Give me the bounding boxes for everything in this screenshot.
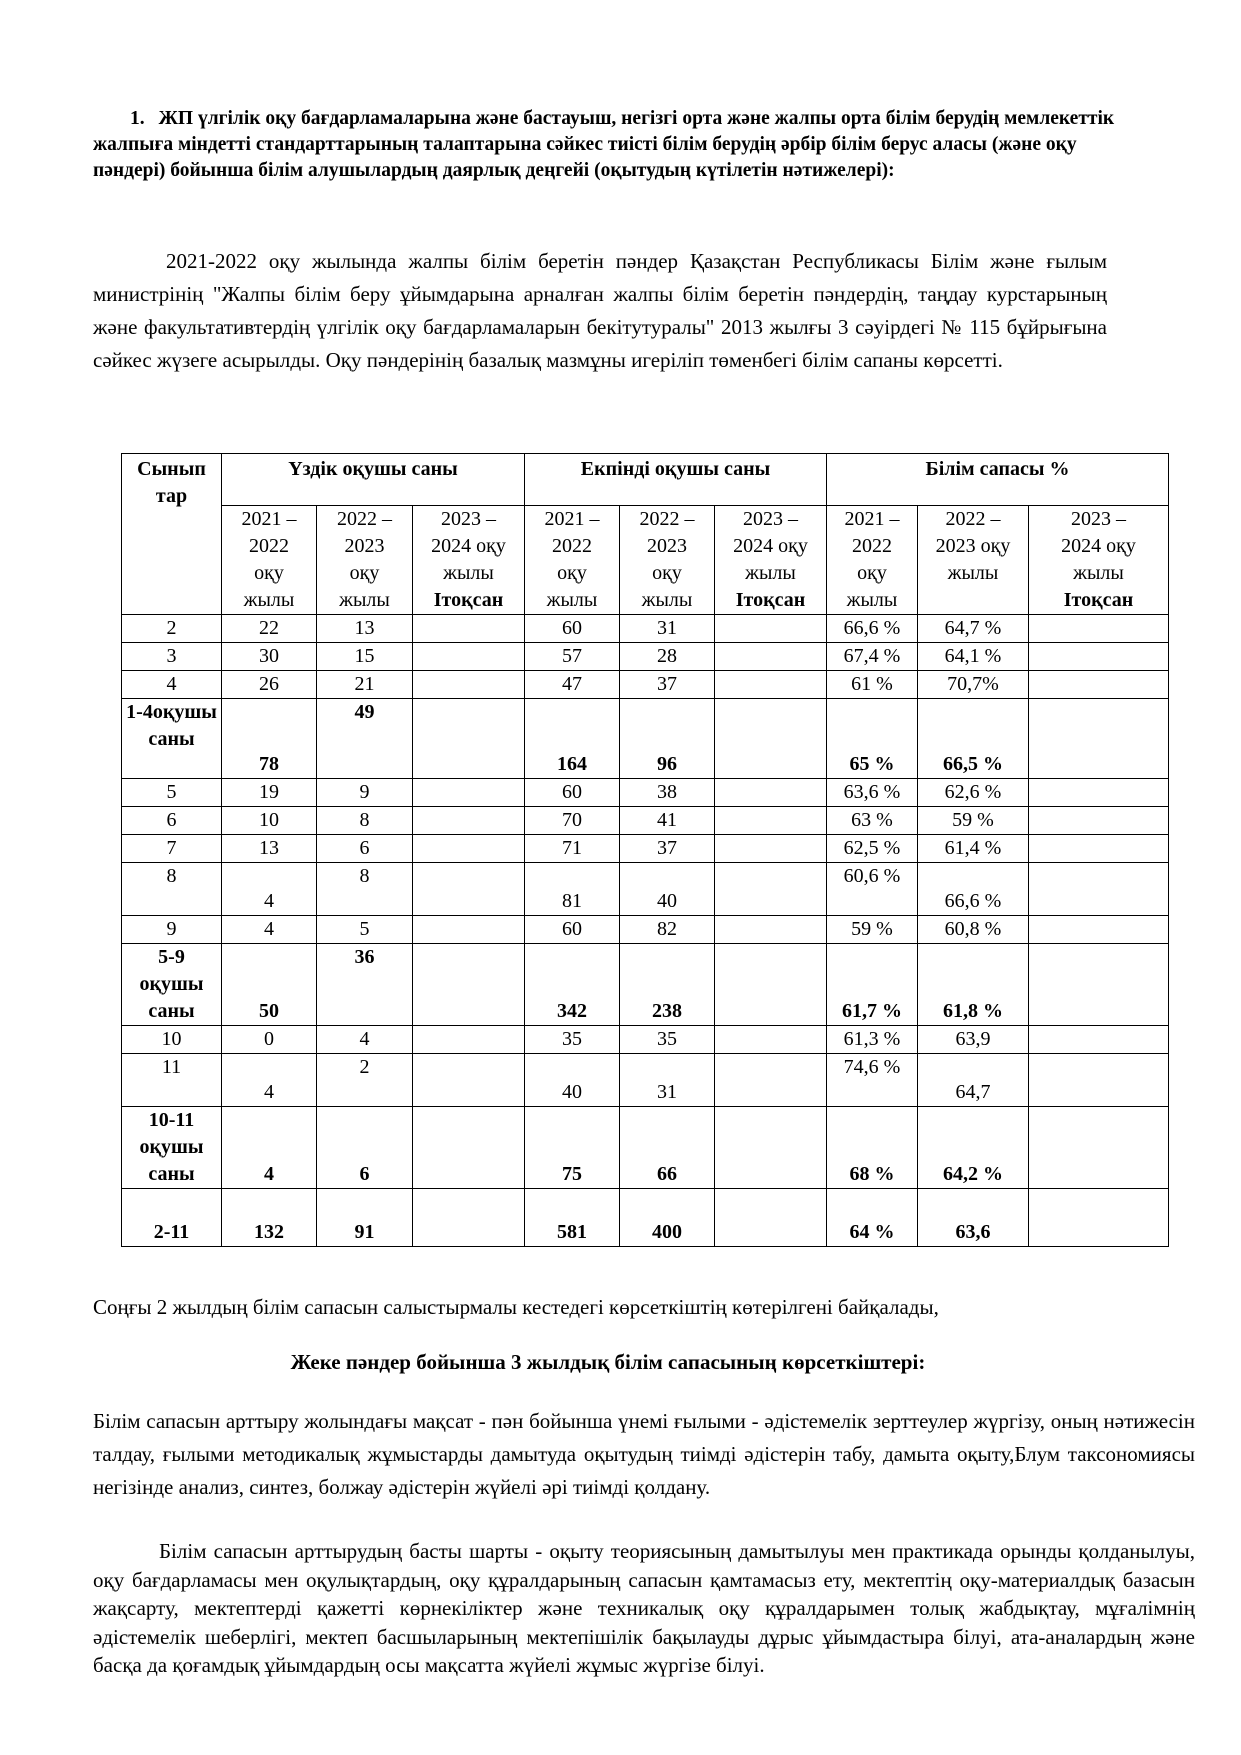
- value-cell: 5: [317, 916, 413, 944]
- value-cell: 31: [620, 615, 715, 643]
- value-cell: 22: [222, 615, 317, 643]
- comparison-note: Соңғы 2 жылдың білім сапасын салыстырмалы кестедегі көрсеткіштің көтерілгені байқалады,: [93, 1295, 939, 1319]
- table-row: [122, 916, 1169, 944]
- value-cell: [413, 615, 525, 643]
- value-cell: 60: [525, 779, 620, 807]
- year-header: 2021 – 2022 оқу жылы: [222, 506, 317, 615]
- value-cell: [413, 699, 525, 779]
- value-cell: 13: [222, 835, 317, 863]
- table-row: [122, 807, 1169, 835]
- value-cell: [413, 1054, 525, 1107]
- value-cell: 71: [525, 835, 620, 863]
- value-cell: 66,6 %: [918, 863, 1029, 916]
- value-cell: 66,6 %: [827, 615, 918, 643]
- value-cell: [1029, 779, 1169, 807]
- value-cell: 66: [620, 1107, 715, 1189]
- class-cell: 5: [122, 779, 222, 807]
- year-header: 2022 – 2023 оқу жылы: [620, 506, 715, 615]
- header-good: Екпінді оқушы саны: [525, 454, 827, 506]
- value-cell: 37: [620, 835, 715, 863]
- value-cell: 47: [525, 671, 620, 699]
- value-cell: 65 %: [827, 699, 918, 779]
- value-cell: 31: [620, 1054, 715, 1107]
- table-row: [122, 1189, 1169, 1247]
- value-cell: [715, 1107, 827, 1189]
- value-cell: [1029, 615, 1169, 643]
- value-cell: 64,7 %: [918, 615, 1029, 643]
- value-cell: 82: [620, 916, 715, 944]
- value-cell: [1029, 807, 1169, 835]
- table-row: [122, 671, 1169, 699]
- value-cell: [413, 944, 525, 1026]
- value-cell: [715, 807, 827, 835]
- value-cell: 61,8 %: [918, 944, 1029, 1026]
- year-header: 2023 – 2024 оқу жылы Ітоқсан: [715, 506, 827, 615]
- value-cell: 164: [525, 699, 620, 779]
- value-cell: 28: [620, 643, 715, 671]
- value-cell: 30: [222, 643, 317, 671]
- header-excellent: Үздік оқушы саны: [222, 454, 525, 506]
- year-header: 2022 – 2023 оқу жылы: [918, 506, 1029, 615]
- value-cell: [715, 944, 827, 1026]
- table-row: [122, 863, 1169, 916]
- value-cell: 6: [317, 835, 413, 863]
- value-cell: 81: [525, 863, 620, 916]
- value-cell: 64,1 %: [918, 643, 1029, 671]
- class-cell: 7: [122, 835, 222, 863]
- value-cell: [715, 779, 827, 807]
- value-cell: 60,6 %: [827, 863, 918, 916]
- value-cell: 75: [525, 1107, 620, 1189]
- value-cell: [715, 1026, 827, 1054]
- value-cell: [1029, 835, 1169, 863]
- value-cell: 36: [317, 944, 413, 1026]
- value-cell: [1029, 916, 1169, 944]
- value-cell: [715, 1054, 827, 1107]
- value-cell: 238: [620, 944, 715, 1026]
- value-cell: 49: [317, 699, 413, 779]
- class-cell: 3: [122, 643, 222, 671]
- value-cell: [715, 643, 827, 671]
- value-cell: 64,7: [918, 1054, 1029, 1107]
- value-cell: 15: [317, 643, 413, 671]
- year-header-row: [122, 506, 1169, 615]
- value-cell: 581: [525, 1189, 620, 1247]
- class-cell: 10-11 оқушы саны: [122, 1107, 222, 1189]
- year-header: 2022 – 2023 оқу жылы: [317, 506, 413, 615]
- condition-text: Білім сапасын арттырудың басты шарты - оқыту теориясының дамытылуы мен практикада орынды қолданылуы, оқу бағдарламасы мен оқулықтардың, оқу құралдарының сапасын қамтамасыз ету, мектептің оқу-материалдық базасын жақсарту, мектептерді қажетті көрнекіліктер және техникалық оқу құралдарымен толық жабдықтау, мұғалімнің әдістемелік шеберлігі, мектеп басшыларының мектепішілік бақылауды дұрыс ұйымдастыра білуі, ата-аналардың және басқа да қоғамдық ұйымдардың осы мақсатта жүйелі жұмыс жүргізе білуі.: [93, 1539, 1195, 1677]
- value-cell: 40: [525, 1054, 620, 1107]
- value-cell: 63,9: [918, 1026, 1029, 1054]
- class-cell: 10: [122, 1026, 222, 1054]
- value-cell: 70: [525, 807, 620, 835]
- value-cell: 62,6 %: [918, 779, 1029, 807]
- value-cell: 68 %: [827, 1107, 918, 1189]
- value-cell: 59 %: [918, 807, 1029, 835]
- value-cell: [1029, 643, 1169, 671]
- class-cell: 2-11: [122, 1189, 222, 1247]
- section-heading-text: ЖП үлгілік оқу бағдарламаларына және бастауыш, негізгі орта және жалпы орта білім берудің мемлекеттік жалпыға міндетті стандарттарының талаптарына сәйкес тиісті білім берудің әрбір білім берус аласы (және оқу пәндері) бойынша білім алушылардың даярлық деңгейі (оқытудың күтілетін нәтижелері):: [93, 108, 1115, 181]
- value-cell: [413, 671, 525, 699]
- value-cell: 35: [620, 1026, 715, 1054]
- value-cell: 96: [620, 699, 715, 779]
- value-cell: 63,6 %: [827, 779, 918, 807]
- value-cell: 60: [525, 916, 620, 944]
- year-header: 2021 – 2022 оқу жылы: [827, 506, 918, 615]
- value-cell: [413, 643, 525, 671]
- value-cell: [715, 699, 827, 779]
- value-cell: 64,2 %: [918, 1107, 1029, 1189]
- table-row: [122, 779, 1169, 807]
- value-cell: [413, 863, 525, 916]
- section-number: 1.: [130, 108, 145, 129]
- value-cell: 132: [222, 1189, 317, 1247]
- class-cell: 5-9 оқушы саны: [122, 944, 222, 1026]
- table-row: [122, 944, 1169, 1026]
- year-header: 2023 – 2024 оқу жылы Ітоқсан: [413, 506, 525, 615]
- value-cell: 6: [317, 1107, 413, 1189]
- value-cell: 10: [222, 807, 317, 835]
- table-row: [122, 1107, 1169, 1189]
- value-cell: 62,5 %: [827, 835, 918, 863]
- value-cell: 26: [222, 671, 317, 699]
- value-cell: 78: [222, 699, 317, 779]
- value-cell: 8: [317, 863, 413, 916]
- value-cell: [413, 1107, 525, 1189]
- goal-paragraph: Білім сапасын арттыру жолындағы мақсат - пән бойынша үнемі ғылыми - әдістемелік зерттеулер жүргізу, оның нәтижесін талдау, ғылыми методикалық жұмыстарды дамытуда оқытудың тиімді әдістерін табу, дамыта оқыту,Блум таксономиясы негізінде анализ, синтез, болжау әдістерін жүйелі әрі тиімді қолдану.: [93, 1409, 1195, 1499]
- value-cell: 50: [222, 944, 317, 1026]
- value-cell: 4: [222, 863, 317, 916]
- table-row: [122, 643, 1169, 671]
- subjects-subtitle: Жеке пәндер бойынша 3 жылдық білім сапасының көрсеткіштері:: [290, 1350, 926, 1374]
- value-cell: [413, 779, 525, 807]
- value-cell: [413, 1026, 525, 1054]
- year-header: 2021 – 2022 оқу жылы: [525, 506, 620, 615]
- value-cell: 61,3 %: [827, 1026, 918, 1054]
- value-cell: [413, 1189, 525, 1247]
- value-cell: [413, 916, 525, 944]
- value-cell: 342: [525, 944, 620, 1026]
- value-cell: [1029, 944, 1169, 1026]
- class-cell: 8: [122, 863, 222, 916]
- value-cell: [413, 835, 525, 863]
- class-cell: 11: [122, 1054, 222, 1107]
- value-cell: [715, 863, 827, 916]
- table-row: [122, 699, 1169, 779]
- class-cell: 2: [122, 615, 222, 643]
- class-cell: 9: [122, 916, 222, 944]
- value-cell: 19: [222, 779, 317, 807]
- value-cell: 13: [317, 615, 413, 643]
- value-cell: [1029, 863, 1169, 916]
- table-row: [122, 615, 1169, 643]
- condition-paragraph: [93, 1537, 1195, 1680]
- table-row: [122, 1054, 1169, 1107]
- value-cell: 4: [222, 1107, 317, 1189]
- value-cell: 2: [317, 1054, 413, 1107]
- value-cell: 64 %: [827, 1189, 918, 1247]
- value-cell: [1029, 1189, 1169, 1247]
- class-cell: 4: [122, 671, 222, 699]
- value-cell: 74,6 %: [827, 1054, 918, 1107]
- value-cell: [715, 671, 827, 699]
- value-cell: 61,4 %: [918, 835, 1029, 863]
- value-cell: 21: [317, 671, 413, 699]
- value-cell: [715, 835, 827, 863]
- value-cell: [413, 807, 525, 835]
- value-cell: [1029, 699, 1169, 779]
- table-row: [122, 1026, 1169, 1054]
- value-cell: 4: [317, 1026, 413, 1054]
- value-cell: 63,6: [918, 1189, 1029, 1247]
- value-cell: 57: [525, 643, 620, 671]
- value-cell: [1029, 1107, 1169, 1189]
- value-cell: 8: [317, 807, 413, 835]
- value-cell: 91: [317, 1189, 413, 1247]
- value-cell: 70,7%: [918, 671, 1029, 699]
- value-cell: 4: [222, 1054, 317, 1107]
- section-heading: [93, 106, 1123, 184]
- year-header: 2023 – 2024 оқу жылы Ітоқсан: [1029, 506, 1169, 615]
- value-cell: 66,5 %: [918, 699, 1029, 779]
- value-cell: [1029, 1054, 1169, 1107]
- value-cell: 400: [620, 1189, 715, 1247]
- value-cell: 59 %: [827, 916, 918, 944]
- value-cell: [715, 1189, 827, 1247]
- table-body: [122, 615, 1169, 1247]
- value-cell: 63 %: [827, 807, 918, 835]
- value-cell: 61 %: [827, 671, 918, 699]
- value-cell: 38: [620, 779, 715, 807]
- quality-table: [121, 453, 1169, 1247]
- value-cell: [1029, 1026, 1169, 1054]
- table-row: [122, 835, 1169, 863]
- value-cell: 60,8 %: [918, 916, 1029, 944]
- value-cell: 4: [222, 916, 317, 944]
- value-cell: 37: [620, 671, 715, 699]
- value-cell: 0: [222, 1026, 317, 1054]
- value-cell: 40: [620, 863, 715, 916]
- intro-paragraph: [93, 245, 1107, 377]
- value-cell: 41: [620, 807, 715, 835]
- value-cell: [715, 615, 827, 643]
- header-quality: Білім сапасы %: [827, 454, 1169, 506]
- class-cell: 1-4оқушы саны: [122, 699, 222, 779]
- value-cell: 9: [317, 779, 413, 807]
- intro-text: 2021-2022 оқу жылында жалпы білім беретін пәндер Қазақстан Республикасы Білім және ғылым министрінің "Жалпы білім беру ұйымдарына арналған жалпы білім беретін пәндердің, таңдау курстарының және факультативтердің үлгілік оқу бағдарламаларын бекітутуралы" 2013 жылғы 3 сәуірдегі № 115 бұйрығына сәйкес жүзеге асырылды. Оқу пәндерінің базалық мазмұны игеріліп төменбегі білім сапаны көрсетті.: [93, 249, 1107, 372]
- value-cell: 61,7 %: [827, 944, 918, 1026]
- value-cell: 60: [525, 615, 620, 643]
- value-cell: [715, 916, 827, 944]
- header-class: Сынып тар: [122, 454, 222, 615]
- value-cell: 67,4 %: [827, 643, 918, 671]
- class-cell: 6: [122, 807, 222, 835]
- value-cell: [1029, 671, 1169, 699]
- value-cell: 35: [525, 1026, 620, 1054]
